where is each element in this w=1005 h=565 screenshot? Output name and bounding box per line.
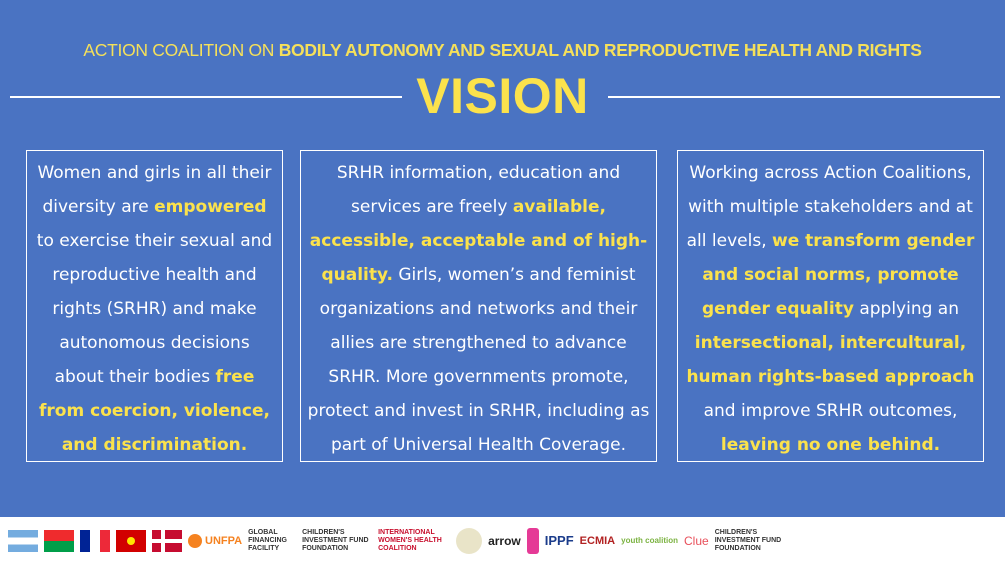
iwhc-label: INTERNATIONAL WOMEN'S HEALTH COALITION: [378, 529, 442, 552]
africa-map-logo-icon: [456, 528, 482, 554]
argentina-flag-icon: [8, 530, 38, 552]
france-flag-icon: [80, 530, 110, 552]
box2-text-1: SRHR information, education and services are freely: [336, 163, 621, 217]
denmark-flag-icon: [152, 530, 182, 552]
vision-box-3: [677, 150, 984, 462]
unfpa-label: UNFPA: [205, 535, 243, 547]
box1-highlight-2: free from coercion, violence, and discrimination.: [39, 367, 270, 455]
box3-highlight-2: intersectional, intercultural, human rights-based approach: [686, 333, 975, 387]
header-prefix: ACTION COALITION ON: [83, 40, 279, 60]
clue-logo: Clue: [684, 534, 709, 548]
vision-title: VISION: [416, 68, 589, 124]
arrow-logo: arrow: [488, 534, 521, 548]
gff-logo: [248, 529, 296, 553]
iwhc-logo: [378, 529, 450, 553]
box1-highlight-1: empowered: [154, 197, 267, 217]
partner-logos-bar: [0, 517, 1005, 565]
vision-box-1: [26, 150, 283, 462]
box1-text-1: Women and girls in all their diversity are: [37, 163, 272, 217]
unfpa-icon: [188, 534, 202, 548]
box1-text-2: to exercise their sexual and reproductive health and rights (SRHR) and make autonomous decisions about their bodies: [36, 231, 273, 387]
box3-highlight-3: leaving no one behind.: [720, 435, 941, 455]
pink-org-logo-icon: [527, 528, 539, 554]
ecmia-logo: ECMIA: [579, 535, 616, 547]
box2-highlight-1: available, accessible, acceptable and of high-quality.: [309, 197, 648, 285]
youth-coalition-logo: youth coalition: [621, 536, 679, 545]
coalition-header: [0, 40, 1005, 61]
ciff-logo-2: [715, 529, 785, 553]
ciff-label-2: CHILDREN'S INVESTMENT FUND FOUNDATION: [714, 529, 782, 552]
box3-text-1: Working across Action Coalitions, with multiple stakeholders and at all levels,: [686, 163, 973, 251]
box3-highlight-1: we transform gender and social norms, promote gender equality: [701, 231, 975, 319]
ippf-logo: IPPF: [544, 533, 574, 548]
box2-text-2: Girls, women’s and feminist organizations and networks and their allies are strengthened to advance SRHR. More governments promote, protect and invest in SRHR, including as part of Universal Health Coverage.: [307, 265, 650, 455]
ciff-label-1: CHILDREN'S INVESTMENT FUND FOUNDATION: [302, 529, 369, 552]
box3-text-2: applying an: [853, 299, 959, 319]
divider-right: [608, 96, 1000, 98]
box3-text-3: and improve SRHR outcomes,: [703, 401, 958, 421]
gff-label: GLOBAL FINANCING FACILITY: [248, 529, 287, 552]
unfpa-logo: [188, 534, 242, 548]
vision-box-2: [300, 150, 657, 462]
header-bold: BODILY AUTONOMY AND SEXUAL AND REPRODUCTIVE HEALTH AND RIGHTS: [278, 40, 922, 60]
ciff-logo-1: [302, 529, 372, 553]
burkina-faso-flag-icon: [44, 530, 74, 552]
north-macedonia-flag-icon: [116, 530, 146, 552]
vision-row: [0, 66, 1005, 126]
